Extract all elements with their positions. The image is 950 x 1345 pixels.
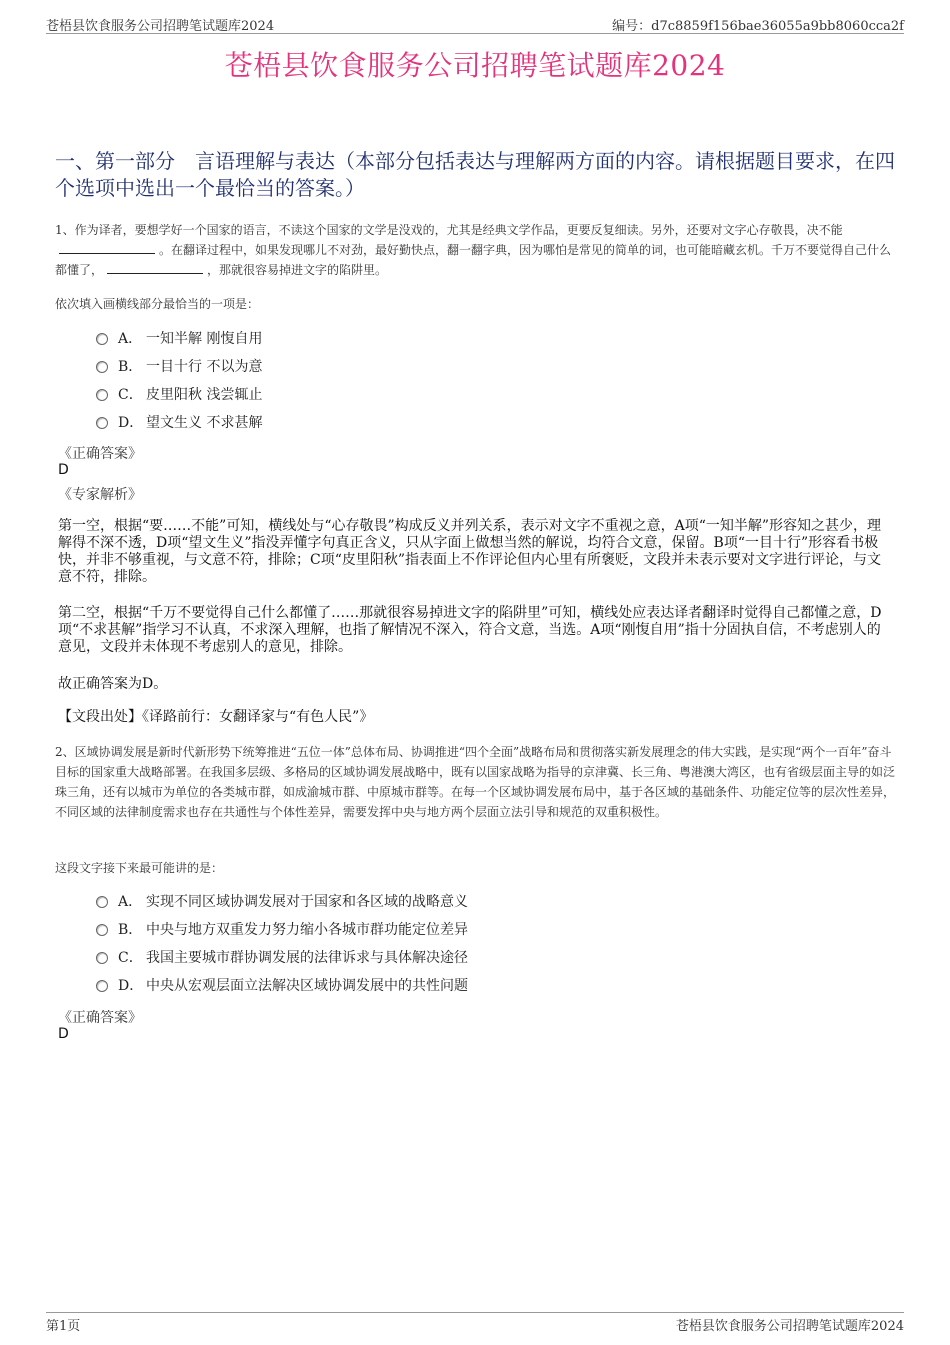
header-doc-title: 苍梧县饮食服务公司招聘笔试题库2024	[46, 19, 275, 34]
q1-option-d[interactable]	[96, 413, 262, 433]
option-letter: A．	[118, 894, 143, 910]
option-text: 中央从宏观层面立法解决区域协调发展中的共性问题	[146, 978, 468, 994]
q1-analysis-paragraph-2: 第二空，根据“千万不要觉得自己什么都懂了……那就很容易掉进文字的陷阱里”可知，横线处应表达译者翻译时觉得自己都懂之意，D项“不求甚解”指学习不认真，不求深入理解，也指了解情况不深入，符合文意，当选。A项“刚愎自用”指十分固执自信，不考虑别人的意见，文段并未体现不考虑别人的意见，排除。	[58, 605, 882, 655]
q1-option-c[interactable]	[96, 385, 262, 405]
q1-analysis-source: 【文段出处】《译路前行：女翻译家与“有色人民”》	[58, 709, 374, 725]
option-text: 皮里阳秋 浅尝辄止	[146, 387, 263, 403]
option-text: 望文生义 不求甚解	[146, 415, 263, 431]
q1-stem-part-a: 1、作为译者，要想学好一个国家的语言，不读这个国家的文学是没戏的，尤其是经典文学作品，更要反复细读。另外，还要对文字心存敬畏，决不能	[55, 223, 843, 237]
option-text: 实现不同区域协调发展对于国家和各区域的战略意义	[146, 894, 468, 910]
page-header	[46, 15, 904, 34]
q1-stem	[55, 220, 895, 280]
q2-option-d[interactable]	[96, 976, 468, 996]
q1-blank-2	[107, 261, 203, 274]
radio-icon[interactable]	[96, 924, 108, 936]
q1-blank-1	[59, 241, 155, 254]
q2-option-b[interactable]	[96, 920, 468, 940]
option-letter: D．	[118, 978, 144, 994]
q1-prompt: 依次填入画横线部分最恰当的一项是：	[55, 297, 260, 311]
q1-answer: D	[58, 462, 69, 478]
q1-option-a[interactable]	[96, 329, 262, 349]
option-letter: A．	[118, 331, 143, 347]
page-footer	[46, 1312, 904, 1333]
radio-icon[interactable]	[96, 980, 108, 992]
q1-stem-part-c: ，那就很容易掉进文字的陷阱里。	[207, 263, 388, 277]
footer-doc-title: 苍梧县饮食服务公司招聘笔试题库2024	[675, 1319, 904, 1334]
q2-prompt: 这段文字接下来最可能讲的是：	[55, 861, 224, 875]
q2-option-c[interactable]	[96, 948, 468, 968]
radio-icon[interactable]	[96, 361, 108, 373]
option-text: 中央与地方双重发力努力缩小各城市群功能定位差异	[146, 922, 468, 938]
page-number: 第1页	[46, 1319, 81, 1334]
radio-icon[interactable]	[96, 952, 108, 964]
radio-icon[interactable]	[96, 417, 108, 429]
option-letter: C．	[118, 950, 143, 966]
q2-stem: 2、区域协调发展是新时代新形势下统筹推进“五位一体”总体布局、协调推进“四个全面”战略布局和贯彻落实新发展理念的伟大实践，是实现“两个一百年”奋斗目标的国家重大战略部署。在我国多层级、多格局的区域协调发展战略中，既有以国家战略为指导的京津冀、长三角、粤港澳大湾区，也有省级层面主导的如泛珠三角，还有以城市为单位的各类城市群，如成渝城市群、中原城市群等。在每一个区域协调发展布局中，基于各区域的基础条件、功能定位等的层次性差异，不同区域的法律制度需求也存在共通性与个体性差异，需要发挥中央与地方两个层面立法引导和规范的双重积极性。	[55, 745, 896, 819]
page-title: 苍梧县饮食服务公司招聘笔试题库2024	[224, 49, 726, 82]
option-letter: B．	[118, 359, 143, 375]
radio-icon[interactable]	[96, 333, 108, 345]
radio-icon[interactable]	[96, 896, 108, 908]
q2-answer-label: 《正确答案》	[58, 1010, 142, 1026]
option-letter: D．	[118, 415, 144, 431]
option-letter: B．	[118, 922, 143, 938]
q1-answer-label: 《正确答案》	[58, 446, 142, 462]
option-letter: C．	[118, 387, 143, 403]
q1-option-b[interactable]	[96, 357, 262, 377]
option-text: 一知半解 刚愎自用	[146, 331, 263, 347]
q1-analysis-paragraph-1: 第一空，根据“要……不能”可知，横线处与“心存敬畏”构成反义并列关系，表示对文字不重视之意，A项“一知半解”形容知之甚少，理解得不深不透，D项“望文生义”指没弄懂字句真正含义，只从字面上做想当然的解说，均符合文意，保留。B项“一目十行”形容看书极快，并非不够重视，与文意不符，排除；C项“皮里阳秋”指表面上不作评论但内心里有所褒贬，文段并未表示要对文字进行评论，与文意不符，排除。	[58, 518, 882, 585]
option-text: 我国主要城市群协调发展的法律诉求与具体解决途径	[146, 950, 468, 966]
q1-stem-part-b: 。在翻译过程中，如果发现哪儿不对劲，最好勤快点，翻一翻字典，因为哪怕是常见的简单的词，也可能暗藏玄机。千万不要觉得自己什么都懂了，	[55, 243, 892, 277]
section-heading: 一、第一部分 言语理解与表达（本部分包括表达与理解两方面的内容。请根据题目要求，在四个选项中选出一个最恰当的答案。）	[55, 149, 895, 200]
q2-answer: D	[58, 1026, 69, 1042]
q1-analysis-conclusion: 故正确答案为D。	[58, 676, 168, 692]
header-doc-id: 编号：d7c8859f156bae36055a9bb8060cca2f	[612, 19, 904, 34]
q2-option-a[interactable]	[96, 892, 468, 912]
option-text: 一目十行 不以为意	[146, 359, 263, 375]
radio-icon[interactable]	[96, 389, 108, 401]
q1-analysis-label: 《专家解析》	[58, 487, 142, 503]
